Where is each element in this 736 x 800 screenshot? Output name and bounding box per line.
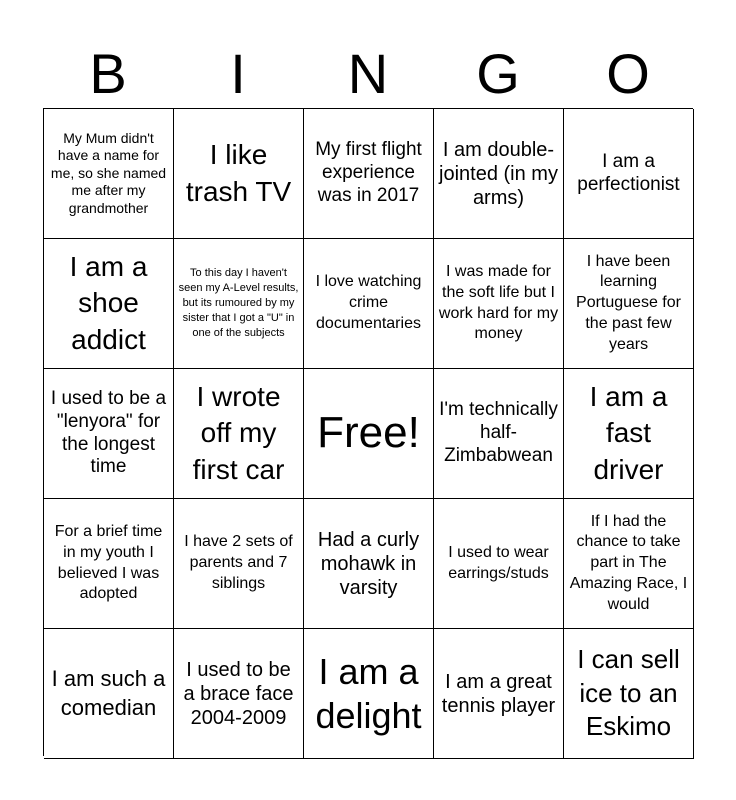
bingo-cell[interactable] xyxy=(564,109,694,239)
bingo-board xyxy=(43,108,693,756)
header-letter-o: O xyxy=(606,42,650,105)
cell-text: I have been learning Portuguese for the past few years xyxy=(576,252,681,353)
cell-text: I'm technically half-Zimbabwean xyxy=(439,399,558,466)
cell-text: I am a delight xyxy=(315,651,422,736)
cell-text: I used to be a "lenyora" for the longest time xyxy=(50,387,167,478)
bingo-cell[interactable] xyxy=(304,239,434,369)
bingo-cell[interactable] xyxy=(564,369,694,499)
cell-text: I am a perfectionist xyxy=(577,150,680,195)
bingo-cell[interactable] xyxy=(174,629,304,759)
bingo-cell[interactable] xyxy=(304,109,434,239)
bingo-cell[interactable] xyxy=(44,499,174,629)
header-letter-b: B xyxy=(89,42,127,105)
cell-text: I am a great tennis player xyxy=(441,670,556,717)
bingo-cell[interactable] xyxy=(44,369,174,499)
free-space-text: Free! xyxy=(317,408,420,458)
bingo-cell[interactable] xyxy=(174,239,304,369)
cell-text: Had a curly mohawk in varsity xyxy=(317,528,420,599)
bingo-cell[interactable] xyxy=(434,629,564,759)
cell-text: I am double-jointed (in my arms) xyxy=(439,138,558,209)
bingo-cell[interactable] xyxy=(44,109,174,239)
bingo-cell[interactable] xyxy=(564,239,694,369)
cell-text: My first flight experience was in 2017 xyxy=(315,139,422,206)
cell-text: I have 2 sets of parents and 7 siblings xyxy=(184,533,293,592)
bingo-cell[interactable] xyxy=(174,499,304,629)
bingo-cell[interactable] xyxy=(304,629,434,759)
bingo-cell[interactable] xyxy=(434,369,564,499)
cell-text: My Mum didn't have a name for me, so she named me after my grandmother xyxy=(50,129,167,216)
bingo-cell[interactable] xyxy=(434,499,564,629)
cell-text: I like trash TV xyxy=(185,139,292,207)
header-letter-n: N xyxy=(347,42,389,105)
cell-text: For a brief time in my youth I believed I was adopted xyxy=(54,522,163,603)
cell-text: I used to be a brace face 2004-2009 xyxy=(183,658,294,729)
bingo-cell[interactable] xyxy=(174,109,304,239)
bingo-header xyxy=(43,40,693,108)
cell-text: I was made for the soft life but I work hard for my money xyxy=(438,262,559,343)
cell-text: I wrote off my first car xyxy=(192,380,285,485)
bingo-cell[interactable] xyxy=(304,499,434,629)
cell-text: I am a fast driver xyxy=(589,380,668,485)
bingo-cell[interactable] xyxy=(44,239,174,369)
bingo-cell[interactable] xyxy=(434,109,564,239)
header-letter-i: I xyxy=(230,42,246,105)
bingo-cell[interactable] xyxy=(564,499,694,629)
cell-text: I can sell ice to an Eskimo xyxy=(577,643,680,742)
cell-text: I am a shoe addict xyxy=(69,250,148,355)
cell-text: I used to wear earrings/studs xyxy=(448,543,549,582)
bingo-cell[interactable] xyxy=(174,369,304,499)
cell-text: I love watching crime documentaries xyxy=(315,273,422,332)
header-letter-g: G xyxy=(476,42,520,105)
bingo-cell[interactable] xyxy=(564,629,694,759)
free-space[interactable] xyxy=(304,369,434,499)
bingo-cell[interactable] xyxy=(434,239,564,369)
cell-text: If I had the chance to take part in The Amazing Race, I would xyxy=(569,512,688,613)
bingo-cell[interactable] xyxy=(44,629,174,759)
cell-text: To this day I haven't seen my A-Level results, but its rumoured by my sister that I got a "U" in one of the subjects xyxy=(178,267,299,339)
cell-text: I am such a comedian xyxy=(51,665,166,720)
